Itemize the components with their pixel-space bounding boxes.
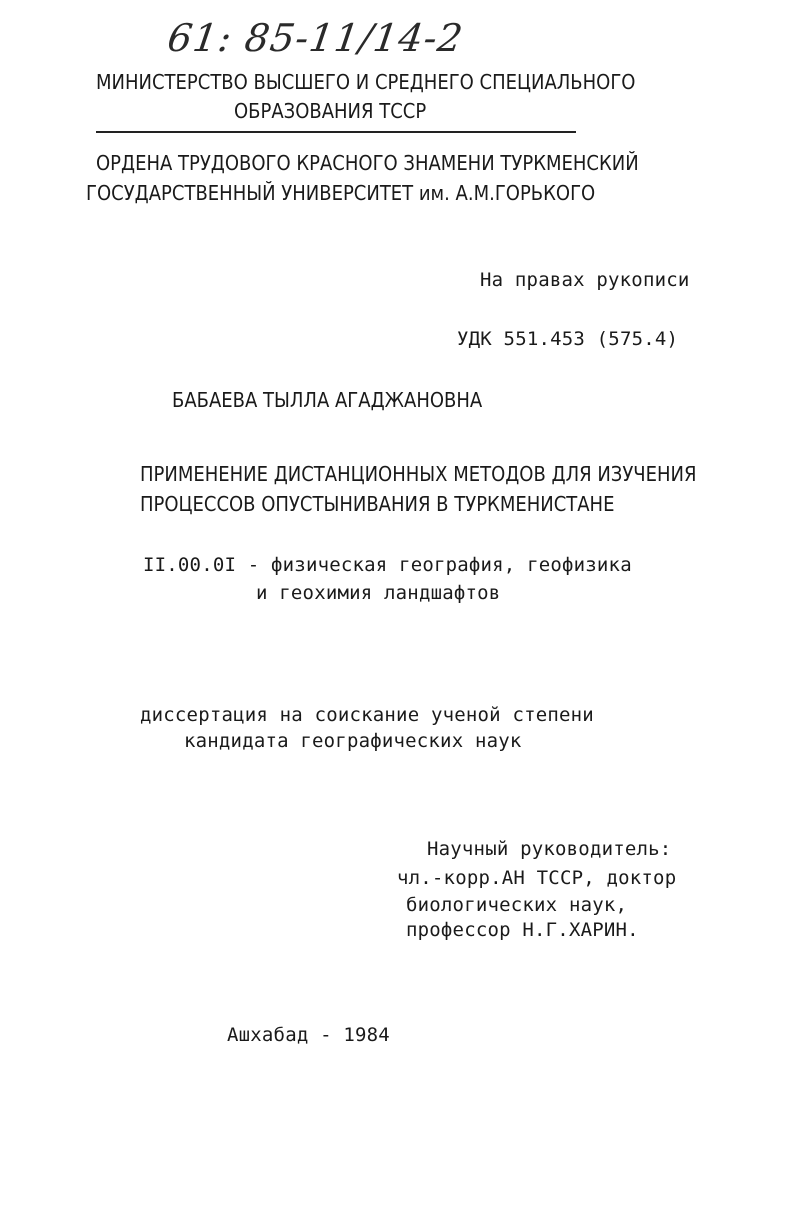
thesis-title-line-2: ПРОЦЕССОВ ОПУСТЫНИВАНИЯ В ТУРКМЕНИСТАНЕ xyxy=(140,492,615,516)
udk-code: УДК 551.453 (575.4) xyxy=(457,328,679,350)
supervisor-line-3: биологических наук, xyxy=(406,894,628,916)
degree-line-1: диссертация на соискание ученой степени xyxy=(140,704,594,726)
ministry-line-2: ОБРАЗОВАНИЯ ТССР xyxy=(234,99,427,123)
university-line-1: ОРДЕНА ТРУДОВОГО КРАСНОГО ЗНАМЕНИ ТУРКМЕНСКИЙ xyxy=(96,151,639,175)
degree-line-2: кандидата географических наук xyxy=(184,730,522,752)
specialty-line-2: и геохимия ландшафтов xyxy=(256,582,501,604)
supervisor-line-4: профессор Н.Г.ХАРИН. xyxy=(406,919,639,941)
thesis-title-line-1: ПРИМЕНЕНИЕ ДИСТАНЦИОННЫХ МЕТОДОВ ДЛЯ ИЗУЧЕНИЯ xyxy=(140,462,697,486)
author-name: БАБАЕВА ТЫЛЛА АГАДЖАНОВНА xyxy=(172,388,483,412)
place-year: Ашхабад - 1984 xyxy=(227,1024,390,1046)
university-line-2: ГОСУДАРСТВЕННЫЙ УНИВЕРСИТЕТ им. А.М.ГОРЬКОГО xyxy=(86,181,596,205)
specialty-line-1: II.00.0I - физическая география, геофизика xyxy=(143,554,632,576)
supervisor-line-2: чл.-корр.АН ТССР, доктор xyxy=(397,867,677,889)
ministry-line-1: МИНИСТЕРСТВО ВЫСШЕГО И СРЕДНЕГО СПЕЦИАЛЬНОГО xyxy=(96,70,636,94)
header-divider xyxy=(96,131,576,133)
handwritten-archive-code: 61: 85-11/14-2 xyxy=(164,16,467,60)
manuscript-note: На правах рукописи xyxy=(480,269,690,291)
supervisor-heading: Научный руководитель: xyxy=(427,838,672,860)
